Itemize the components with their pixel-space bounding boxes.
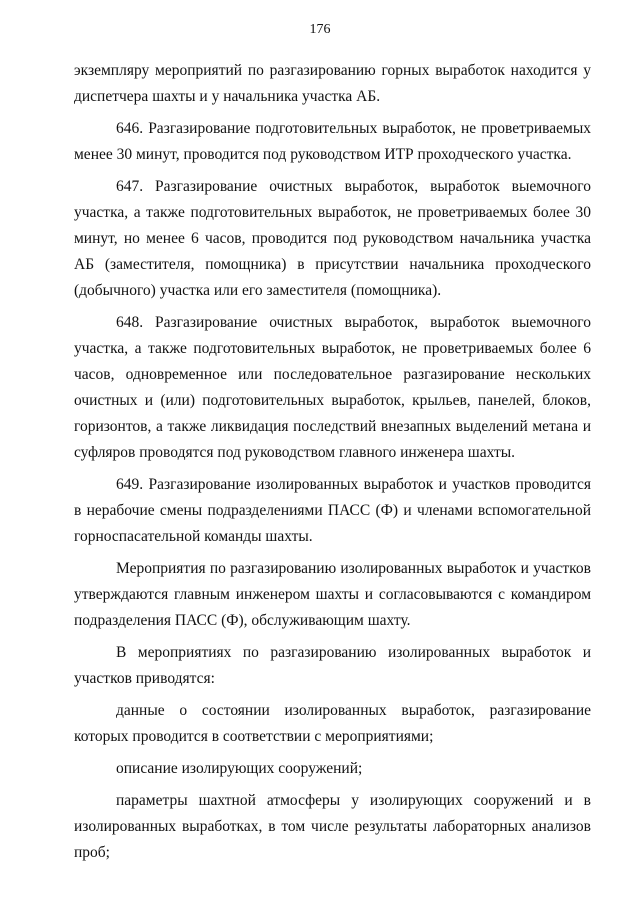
list-item-isolating-structures: описание изолирующих сооружений; (116, 760, 363, 777)
paragraph-measures-approval: Мероприятия по разгазированию изолированных выработок и участков утверждаются главным инженером шахты и согласовываются с командиром подразделения ПАСС (Ф), обслуживающим шахту. (74, 560, 591, 629)
document-body (74, 58, 591, 872)
paragraph-649: 649. Разгазирование изолированных выработок и участков проводится в нерабочие смены подразделениями ПАСС (Ф) и членами вспомогательной горноспасательной команды шахты. (74, 476, 591, 545)
list-item-atmosphere-parameters: параметры шахтной атмосферы у изолирующих сооружений и в изолированных выработках, в том числе результаты лабораторных анализов проб; (74, 792, 591, 861)
paragraph-648: 648. Разгазирование очистных выработок, выработок выемочного участка, а также подготовительных выработок, не проветриваемых более 6 часов, одновременное или последовательное разгазирование нескольких очистных и (или) подготовительных выработок, крыльев, панелей, блоков, горизонтов, а также ликвидация последствий внезапных выделений метана и суфляров проводятся под руководством главного инженера шахты. (74, 314, 591, 461)
paragraph-measures-contents: В мероприятиях по разгазированию изолированных выработок и участков приводятся: (74, 644, 591, 687)
paragraph-647: 647. Разгазирование очистных выработок, выработок выемочного участка, а также подготовительных выработок, не проветриваемых более 30 минут, но менее 6 часов, проводится под руководством начальника участка АБ (заместителя, помощника) в присутствии начальника проходческого (добычного) участка или его заместителя (помощника). (74, 178, 591, 299)
list-item-isolated-workings-state: данные о состоянии изолированных выработок, разгазирование которых проводится в соответствии с мероприятиями; (74, 702, 591, 745)
paragraph-continuation: экземпляру мероприятий по разгазированию горных выработок находится у диспетчера шахты и у начальника участка АБ. (74, 62, 591, 105)
paragraph-646: 646. Разгазирование подготовительных выработок, не проветриваемых менее 30 минут, проводится под руководством ИТР проходческого участка. (74, 120, 591, 163)
page-number: 176 (309, 22, 331, 37)
